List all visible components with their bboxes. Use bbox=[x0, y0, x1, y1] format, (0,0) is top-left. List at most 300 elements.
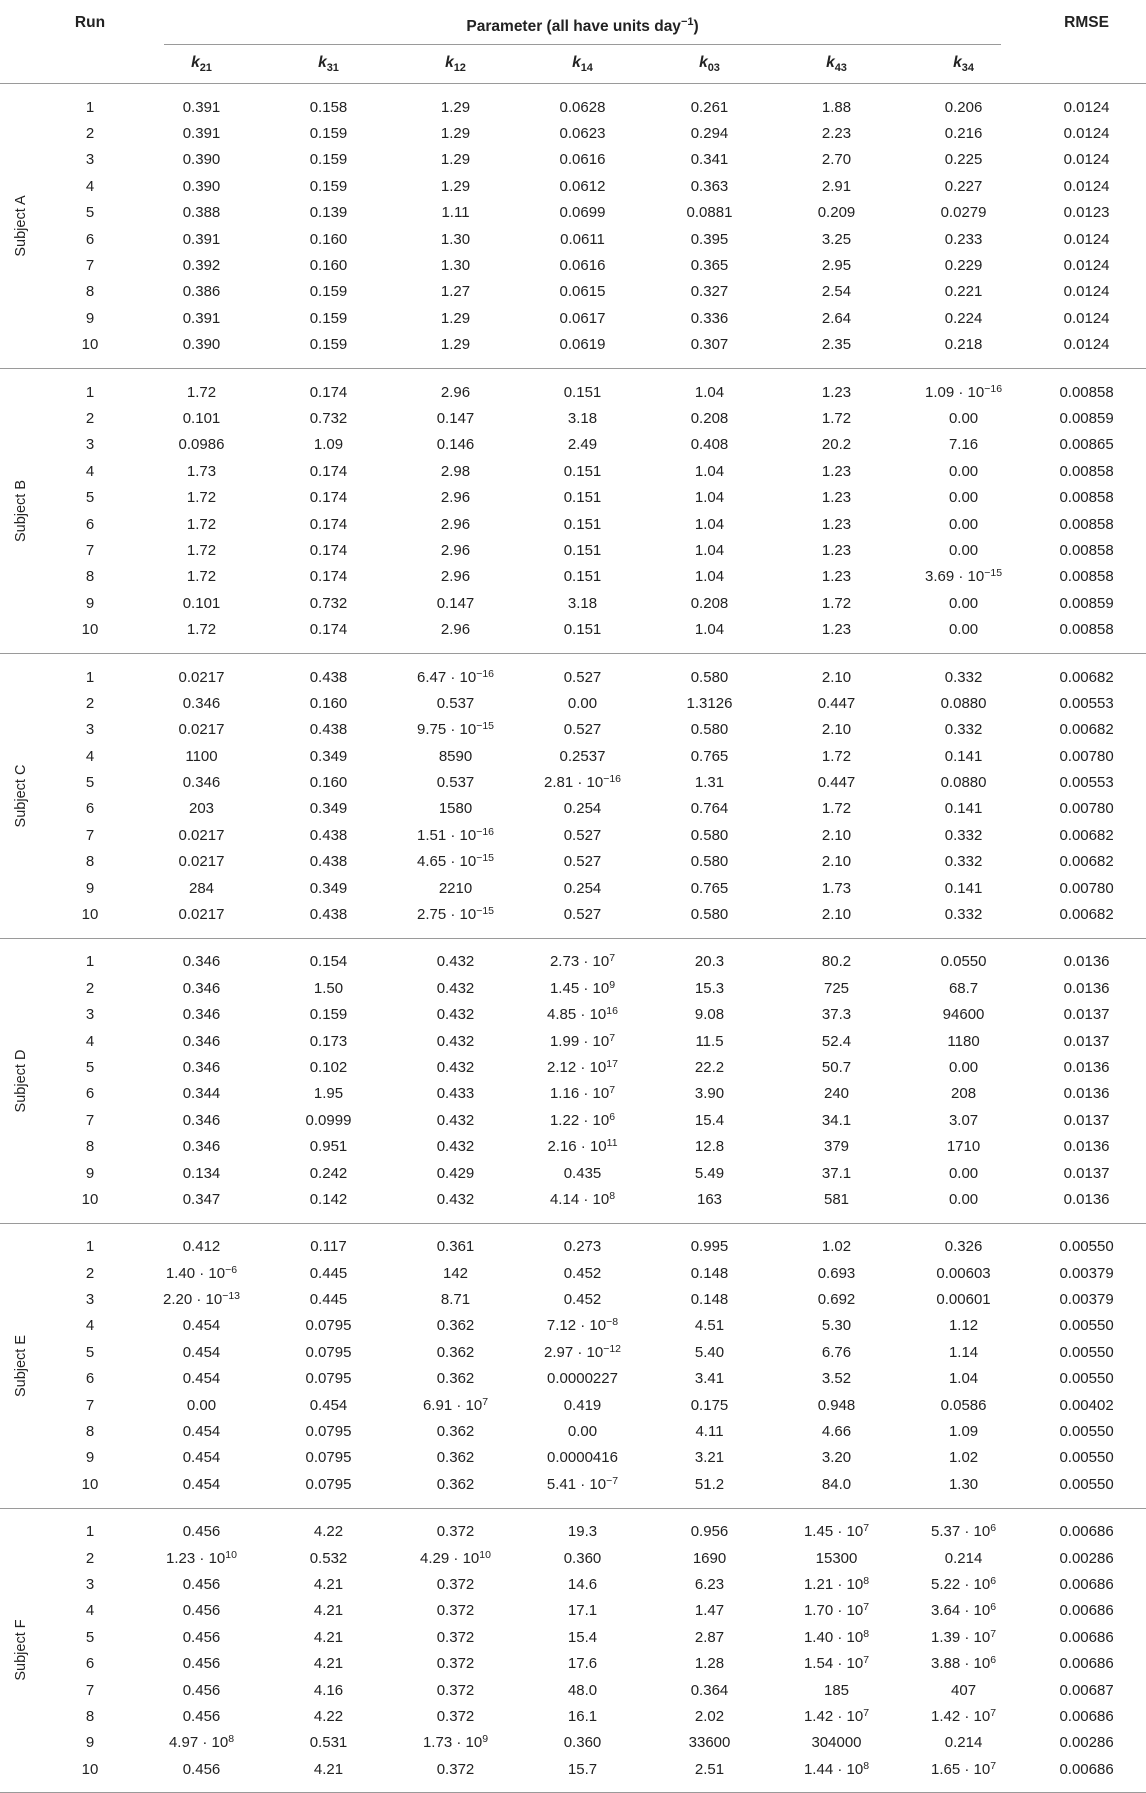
table-row bbox=[0, 769, 1146, 795]
value-cell-k21: 0.454 bbox=[182, 1343, 221, 1361]
value-cell-k21: 284 bbox=[188, 879, 215, 897]
value-cell-k43: 2.10 bbox=[821, 853, 852, 871]
table-row bbox=[0, 743, 1146, 769]
value-cell-k34: 0.332 bbox=[944, 668, 983, 686]
rmse-cell: 0.0124 bbox=[1063, 230, 1110, 248]
value-cell-k12: 142 bbox=[442, 1264, 469, 1282]
value-cell-k43: 3.52 bbox=[821, 1370, 852, 1388]
value-cell-k14: 0.0000416 bbox=[547, 1449, 618, 1467]
value-cell-k31: 0.154 bbox=[309, 953, 348, 971]
subject-block bbox=[0, 1508, 1146, 1793]
value-cell-k34: 0.332 bbox=[944, 721, 983, 739]
value-cell-k03: 6.23 bbox=[694, 1576, 725, 1593]
value-cell-k34: 0.00 bbox=[948, 594, 979, 612]
value-cell-k21: 0.346 bbox=[182, 1138, 221, 1156]
value-cell-k31: 0.102 bbox=[309, 1058, 348, 1076]
run-cell: 5 bbox=[85, 1628, 95, 1646]
value-cell-k03: 5.49 bbox=[694, 1164, 725, 1182]
value-cell-k21: 0.346 bbox=[182, 1111, 221, 1129]
rmse-cell: 0.0137 bbox=[1063, 1006, 1110, 1024]
rmse-cell: 0.00865 bbox=[1059, 436, 1114, 454]
value-cell-k21: 0.347 bbox=[182, 1190, 221, 1208]
value-cell-k03: 0.765 bbox=[690, 747, 729, 765]
table-row bbox=[0, 938, 1146, 975]
run-cell: 3 bbox=[85, 1291, 95, 1309]
value-cell-k31: 0.438 bbox=[309, 853, 348, 871]
value-cell-k31: 0.0795 bbox=[305, 1423, 352, 1441]
table-row bbox=[0, 1160, 1146, 1186]
rmse-cell: 0.0124 bbox=[1063, 309, 1110, 327]
table-row bbox=[0, 368, 1146, 405]
value-cell-k21: 0.101 bbox=[182, 594, 221, 612]
rmse-cell: 0.00550 bbox=[1059, 1370, 1114, 1388]
value-cell-k34: 208 bbox=[951, 1085, 977, 1103]
value-cell-k12: 0.362 bbox=[436, 1343, 475, 1361]
value-cell-k21: 1.72 bbox=[186, 568, 217, 586]
table-row bbox=[0, 1445, 1146, 1471]
value-cell-k03: 15.3 bbox=[694, 979, 725, 997]
run-cell: 9 bbox=[85, 879, 95, 897]
subject-label-cell bbox=[0, 1508, 42, 1793]
rmse-cell: 0.00686 bbox=[1059, 1602, 1114, 1620]
value-cell-k31: 0.445 bbox=[309, 1264, 348, 1282]
table-row bbox=[0, 1571, 1146, 1597]
rmse-cell: 0.00858 bbox=[1059, 541, 1114, 559]
run-cell: 3 bbox=[85, 1006, 95, 1024]
value-cell-k43: 2.64 bbox=[821, 309, 852, 327]
value-cell-k31: 0.951 bbox=[309, 1138, 348, 1156]
value-cell-k43: 15300 bbox=[815, 1549, 858, 1567]
value-cell-k31: 0.438 bbox=[309, 906, 348, 924]
value-cell-k34: 0.00 bbox=[948, 409, 979, 427]
rmse-cell: 0.00286 bbox=[1059, 1549, 1114, 1567]
value-cell-k34: 1.14 bbox=[948, 1343, 979, 1361]
value-cell-k14: $2.97 \cdot 10^{-12}$ bbox=[543, 1342, 622, 1361]
value-cell-k34: 0.0586 bbox=[940, 1396, 987, 1414]
value-cell-k31: 1.95 bbox=[313, 1085, 344, 1103]
value-cell-k12: 0.432 bbox=[436, 1006, 475, 1024]
value-cell-k12: $4.29 \cdot 10^{10}$ bbox=[420, 1548, 491, 1567]
value-cell-k43: 581 bbox=[823, 1190, 850, 1208]
run-cell: 2 bbox=[85, 979, 95, 997]
header-parameter-group bbox=[138, 0, 1027, 45]
rmse-cell: 0.00550 bbox=[1059, 1449, 1114, 1467]
rmse-cell: 0.0124 bbox=[1063, 98, 1110, 116]
value-cell-k21: 0.101 bbox=[182, 409, 221, 427]
value-cell-k12: $2.75 \cdot 10^{-15}$ bbox=[416, 905, 495, 924]
value-cell-k34: 0.00 bbox=[948, 1058, 979, 1076]
rmse-cell: 0.00686 bbox=[1059, 1707, 1114, 1725]
value-cell-k43: 1.23 bbox=[821, 462, 852, 480]
value-cell-k03: 15.4 bbox=[694, 1111, 725, 1129]
value-cell-k21: 1.72 bbox=[186, 489, 217, 507]
value-cell-k31: 0.159 bbox=[309, 336, 348, 354]
value-cell-k03: 0.956 bbox=[690, 1523, 729, 1541]
rmse-cell: 0.0123 bbox=[1063, 204, 1110, 222]
value-cell-k43: 2.10 bbox=[821, 826, 852, 844]
value-cell-k12: 0.372 bbox=[436, 1628, 475, 1646]
value-cell-k34: 1710 bbox=[946, 1138, 981, 1156]
run-cell: 4 bbox=[85, 462, 95, 480]
table-row bbox=[0, 173, 1146, 199]
value-cell-k14: 14.6 bbox=[567, 1576, 598, 1593]
value-cell-k03: 11.5 bbox=[695, 1032, 724, 1050]
run-cell: 9 bbox=[85, 1734, 95, 1752]
run-cell: 1 bbox=[85, 953, 95, 971]
run-cell: 2 bbox=[85, 409, 95, 427]
value-cell-k34: 0.00 bbox=[948, 515, 979, 533]
table-row bbox=[0, 590, 1146, 616]
value-cell-k21: 1.72 bbox=[186, 383, 217, 401]
run-cell: 8 bbox=[85, 853, 95, 871]
value-cell-k03: 12.8 bbox=[694, 1138, 725, 1156]
rmse-cell: 0.0124 bbox=[1063, 177, 1110, 195]
value-cell-k14: 0.452 bbox=[563, 1291, 602, 1309]
value-cell-k03: 0.0881 bbox=[686, 204, 733, 222]
table-row bbox=[0, 1339, 1146, 1365]
run-cell: 10 bbox=[81, 621, 99, 639]
subject-block bbox=[0, 938, 1146, 1223]
rmse-cell: 0.00550 bbox=[1059, 1343, 1114, 1361]
value-cell-k12: 1.11 bbox=[441, 204, 470, 222]
value-cell-k21: 0.454 bbox=[182, 1475, 221, 1493]
table-row bbox=[0, 252, 1146, 278]
value-cell-k12: 1.29 bbox=[440, 177, 471, 195]
run-cell: 4 bbox=[85, 1602, 95, 1620]
value-cell-k21: $2.20 \cdot 10^{-13}$ bbox=[162, 1290, 241, 1309]
value-cell-k21: 1.72 bbox=[186, 515, 217, 533]
rmse-cell: 0.00686 bbox=[1059, 1655, 1114, 1673]
value-cell-k43: 4.66 bbox=[821, 1423, 852, 1441]
value-cell-k34: 0.224 bbox=[944, 309, 983, 327]
value-cell-k14: 0.254 bbox=[563, 800, 602, 818]
value-cell-k34: 7.16 bbox=[948, 436, 979, 454]
value-cell-k03: 1.31 bbox=[694, 774, 725, 792]
run-cell: 1 bbox=[85, 98, 95, 116]
rmse-cell: 0.00780 bbox=[1059, 800, 1114, 818]
table-row bbox=[0, 405, 1146, 431]
run-cell: 3 bbox=[85, 721, 95, 739]
value-cell-k03: 163 bbox=[696, 1190, 723, 1208]
value-cell-k34: 0.233 bbox=[944, 230, 983, 248]
table-header bbox=[0, 0, 1146, 84]
value-cell-k14: 0.151 bbox=[563, 383, 602, 401]
value-cell-k34: 0.326 bbox=[944, 1238, 983, 1256]
rmse-cell: 0.0136 bbox=[1063, 1190, 1110, 1208]
value-cell-k14: 3.18 bbox=[567, 594, 598, 612]
value-cell-k12: 0.147 bbox=[436, 409, 475, 427]
value-cell-k03: 1.04 bbox=[694, 568, 725, 586]
value-cell-k03: 0.580 bbox=[690, 853, 729, 871]
value-cell-k43: 0.447 bbox=[817, 774, 856, 792]
value-cell-k43: 1.73 bbox=[821, 879, 852, 897]
value-cell-k12: $1.73 \cdot 10^9$ bbox=[422, 1733, 489, 1752]
value-cell-k34: 0.00601 bbox=[936, 1291, 991, 1309]
value-cell-k31: 0.0999 bbox=[305, 1111, 352, 1129]
value-cell-k14: $2.12 \cdot 10^{17}$ bbox=[547, 1057, 618, 1076]
table-row bbox=[0, 537, 1146, 563]
value-cell-k43: 1.23 bbox=[821, 383, 852, 401]
value-cell-k43: 0.209 bbox=[817, 204, 856, 222]
value-cell-k12: 0.372 bbox=[436, 1523, 475, 1541]
value-cell-k21: 0.391 bbox=[182, 309, 221, 327]
subject-label-cell bbox=[0, 653, 42, 938]
value-cell-k12: 0.432 bbox=[436, 953, 475, 971]
value-cell-k21: 0.346 bbox=[182, 1058, 221, 1076]
value-cell-k21: 0.134 bbox=[182, 1164, 221, 1182]
value-cell-k14: $5.41 \cdot 10^{-7}$ bbox=[546, 1474, 619, 1493]
table-row bbox=[0, 1730, 1146, 1756]
value-cell-k31: 0.532 bbox=[309, 1549, 348, 1567]
value-cell-k43: 2.10 bbox=[821, 668, 852, 686]
table-row bbox=[0, 1186, 1146, 1223]
value-cell-k12: 2.96 bbox=[440, 383, 471, 401]
value-cell-k43: $1.54 \cdot 10^7$ bbox=[803, 1654, 870, 1673]
run-cell: 7 bbox=[85, 541, 95, 559]
run-cell: 1 bbox=[85, 1238, 95, 1256]
value-cell-k43: 37.1 bbox=[821, 1164, 852, 1182]
value-cell-k14: 0.00 bbox=[567, 1423, 598, 1441]
run-cell: 5 bbox=[85, 489, 95, 507]
value-cell-k14: 15.7 bbox=[567, 1760, 598, 1778]
value-cell-k03: 1.04 bbox=[694, 515, 725, 533]
value-cell-k12: 0.372 bbox=[436, 1576, 475, 1593]
value-cell-k31: 0.0795 bbox=[305, 1317, 352, 1335]
run-cell: 9 bbox=[85, 1449, 95, 1467]
value-cell-k21: 0.391 bbox=[182, 230, 221, 248]
value-cell-k12: 0.432 bbox=[436, 1111, 475, 1129]
rmse-cell: 0.00553 bbox=[1059, 774, 1114, 792]
header-param-k31: $k_{31}$ bbox=[265, 45, 392, 84]
value-cell-k14: 0.254 bbox=[563, 879, 602, 897]
value-cell-k21: 0.0217 bbox=[178, 721, 225, 739]
rmse-cell: 0.00858 bbox=[1059, 489, 1114, 507]
value-cell-k21: 0.0986 bbox=[178, 436, 225, 454]
value-cell-k31: 0.159 bbox=[309, 125, 348, 143]
value-cell-k21: 0.388 bbox=[182, 204, 221, 222]
value-cell-k43: $1.44 \cdot 10^8$ bbox=[803, 1759, 870, 1778]
value-cell-k34: 1.12 bbox=[948, 1317, 979, 1335]
rmse-cell: 0.00686 bbox=[1059, 1628, 1114, 1646]
value-cell-k14: 48.0 bbox=[567, 1681, 598, 1699]
table-row bbox=[0, 1260, 1146, 1286]
run-cell: 7 bbox=[85, 1396, 95, 1414]
rmse-cell: 0.00550 bbox=[1059, 1238, 1114, 1256]
subject-label: Subject F bbox=[13, 1619, 29, 1682]
value-cell-k31: 0.174 bbox=[309, 541, 348, 559]
rmse-cell: 0.00859 bbox=[1059, 594, 1114, 612]
value-cell-k34: 0.227 bbox=[944, 177, 983, 195]
value-cell-k34: 0.0880 bbox=[940, 774, 987, 792]
rmse-cell: 0.0124 bbox=[1063, 125, 1110, 143]
value-cell-k34: $5.37 \cdot 10^6$ bbox=[931, 1522, 997, 1541]
value-cell-k34: 1.04 bbox=[948, 1370, 979, 1388]
value-cell-k12: $6.91 \cdot 10^7$ bbox=[422, 1395, 489, 1414]
subject-label: Subject B bbox=[13, 479, 29, 542]
value-cell-k34: 0.141 bbox=[944, 747, 983, 765]
value-cell-k21: 0.00 bbox=[186, 1396, 217, 1414]
value-cell-k31: 0.160 bbox=[309, 257, 348, 275]
rmse-cell: 0.0137 bbox=[1063, 1032, 1110, 1050]
rmse-cell: 0.00682 bbox=[1059, 853, 1114, 871]
value-cell-k31: 0.159 bbox=[309, 283, 348, 301]
run-cell: 5 bbox=[85, 1343, 95, 1361]
value-cell-k43: 20.2 bbox=[821, 436, 852, 454]
table-row bbox=[0, 1545, 1146, 1571]
value-cell-k21: 0.456 bbox=[182, 1628, 221, 1646]
value-cell-k12: 1580 bbox=[438, 800, 473, 818]
value-cell-k43: $1.21 \cdot 10^8$ bbox=[803, 1575, 870, 1593]
value-cell-k03: 1.28 bbox=[694, 1655, 725, 1673]
value-cell-k12: 0.362 bbox=[436, 1423, 475, 1441]
value-cell-k14: 0.0619 bbox=[559, 336, 606, 354]
value-cell-k31: 0.438 bbox=[309, 721, 348, 739]
value-cell-k34: 0.00 bbox=[948, 541, 979, 559]
value-cell-k14: 0.151 bbox=[563, 515, 602, 533]
table-row bbox=[0, 901, 1146, 938]
value-cell-k43: 304000 bbox=[811, 1734, 862, 1752]
value-cell-k03: 0.365 bbox=[690, 257, 729, 275]
table-row bbox=[0, 1392, 1146, 1418]
table-row bbox=[0, 1081, 1146, 1107]
rmse-cell: 0.0136 bbox=[1063, 1058, 1110, 1076]
value-cell-k34: 0.00 bbox=[948, 1164, 979, 1182]
run-cell: 4 bbox=[85, 177, 95, 195]
run-cell: 2 bbox=[85, 125, 95, 143]
value-cell-k31: 0.159 bbox=[309, 177, 348, 195]
value-cell-k43: 80.2 bbox=[821, 953, 852, 971]
run-cell: 6 bbox=[85, 1370, 95, 1388]
value-cell-k03: 0.307 bbox=[690, 336, 729, 354]
value-cell-k03: 33600 bbox=[688, 1734, 731, 1752]
value-cell-k43: 2.95 bbox=[821, 257, 852, 275]
run-cell: 5 bbox=[85, 774, 95, 792]
value-cell-k31: 0.142 bbox=[309, 1190, 348, 1208]
value-cell-k21: 0.0217 bbox=[178, 826, 225, 844]
header-blank bbox=[0, 0, 42, 84]
header-param-k12: $k_{12}$ bbox=[392, 45, 519, 84]
value-cell-k03: 0.261 bbox=[690, 98, 729, 116]
value-cell-k03: 0.208 bbox=[690, 409, 729, 427]
run-cell: 10 bbox=[81, 336, 99, 354]
value-cell-k14: 0.2537 bbox=[559, 747, 606, 765]
value-cell-k31: 4.21 bbox=[313, 1576, 344, 1593]
value-cell-k43: 3.20 bbox=[821, 1449, 852, 1467]
value-cell-k43: 1.72 bbox=[821, 594, 852, 612]
value-cell-k34: 0.218 bbox=[944, 336, 983, 354]
run-cell: 9 bbox=[85, 594, 95, 612]
value-cell-k31: 0.349 bbox=[309, 800, 348, 818]
value-cell-k34: $3.88 \cdot 10^6$ bbox=[931, 1654, 997, 1673]
value-cell-k03: 0.148 bbox=[690, 1291, 729, 1309]
value-cell-k34: 0.00603 bbox=[936, 1264, 991, 1282]
subject-block bbox=[0, 84, 1146, 369]
subject-label-cell bbox=[0, 368, 42, 653]
table-row bbox=[0, 484, 1146, 510]
value-cell-k34: 0.0880 bbox=[940, 694, 987, 712]
value-cell-k31: 4.21 bbox=[313, 1602, 344, 1620]
table-row bbox=[0, 1054, 1146, 1080]
table-row bbox=[0, 1650, 1146, 1676]
value-cell-k31: 0.174 bbox=[309, 568, 348, 586]
value-cell-k14: 0.360 bbox=[563, 1549, 602, 1567]
value-cell-k34: 0.225 bbox=[944, 151, 983, 169]
value-cell-k43: 1.23 bbox=[821, 568, 852, 586]
value-cell-k43: 0.692 bbox=[817, 1291, 856, 1309]
table-row bbox=[0, 1471, 1146, 1508]
run-cell: 10 bbox=[81, 906, 99, 924]
value-cell-k21: 0.454 bbox=[182, 1449, 221, 1467]
run-cell: 7 bbox=[85, 1111, 95, 1129]
subject-label-cell bbox=[0, 1223, 42, 1508]
subject-label: Subject C bbox=[13, 764, 29, 828]
subject-label-cell bbox=[0, 938, 42, 1223]
value-cell-k21: 0.390 bbox=[182, 336, 221, 354]
value-cell-k43: $1.70 \cdot 10^7$ bbox=[803, 1601, 870, 1620]
run-cell: 8 bbox=[85, 1707, 95, 1725]
value-cell-k21: 1.72 bbox=[186, 541, 217, 559]
rmse-cell: 0.00686 bbox=[1059, 1760, 1114, 1778]
value-cell-k14: 2.49 bbox=[567, 436, 598, 454]
value-cell-k12: 1.27 bbox=[440, 283, 471, 301]
rmse-cell: 0.00780 bbox=[1059, 747, 1114, 765]
value-cell-k12: 0.429 bbox=[436, 1164, 475, 1182]
value-cell-k31: 0.174 bbox=[309, 515, 348, 533]
value-cell-k12: 1.29 bbox=[440, 125, 471, 143]
value-cell-k12: 0.432 bbox=[436, 979, 475, 997]
value-cell-k31: 4.22 bbox=[313, 1523, 344, 1541]
value-cell-k12: 1.30 bbox=[440, 257, 471, 275]
value-cell-k31: 0.159 bbox=[309, 1006, 348, 1024]
value-cell-k12: 0.372 bbox=[436, 1655, 475, 1673]
value-cell-k12: 2210 bbox=[438, 879, 473, 897]
value-cell-k43: $1.40 \cdot 10^8$ bbox=[803, 1627, 870, 1646]
value-cell-k14: 0.527 bbox=[563, 721, 602, 739]
value-cell-k12: 0.372 bbox=[436, 1707, 475, 1725]
value-cell-k12: $4.65 \cdot 10^{-15}$ bbox=[416, 852, 495, 871]
value-cell-k31: 0.454 bbox=[309, 1396, 348, 1414]
value-cell-k14: 0.00 bbox=[567, 694, 598, 712]
value-cell-k21: $4.97 \cdot 10^8$ bbox=[168, 1733, 235, 1752]
table-row bbox=[0, 717, 1146, 743]
value-cell-k21: 0.346 bbox=[182, 694, 221, 712]
value-cell-k34: 407 bbox=[951, 1681, 977, 1699]
value-cell-k12: 2.96 bbox=[440, 621, 471, 639]
value-cell-k14: 0.527 bbox=[563, 668, 602, 686]
value-cell-k43: 240 bbox=[823, 1085, 850, 1103]
rmse-cell: 0.00682 bbox=[1059, 826, 1114, 844]
value-cell-k31: 4.22 bbox=[313, 1707, 344, 1725]
subject-label: Subject A bbox=[13, 195, 29, 257]
value-cell-k12: 0.362 bbox=[436, 1449, 475, 1467]
value-cell-k03: 1.04 bbox=[694, 621, 725, 639]
value-cell-k34: 1180 bbox=[947, 1032, 980, 1050]
value-cell-k12: 8.71 bbox=[440, 1291, 471, 1309]
value-cell-k14: 0.151 bbox=[563, 489, 602, 507]
rmse-cell: 0.0124 bbox=[1063, 257, 1110, 275]
value-cell-k14: 15.4 bbox=[567, 1628, 598, 1646]
value-cell-k31: 0.139 bbox=[309, 204, 348, 222]
value-cell-k43: 52.4 bbox=[821, 1032, 852, 1050]
value-cell-k14: 0.360 bbox=[563, 1734, 602, 1752]
value-cell-k12: 8590 bbox=[438, 747, 473, 765]
run-cell: 1 bbox=[85, 1523, 95, 1541]
value-cell-k43: 1.72 bbox=[821, 747, 852, 765]
rmse-cell: 0.0136 bbox=[1063, 1085, 1110, 1103]
value-cell-k43: 725 bbox=[823, 979, 850, 997]
table-row bbox=[0, 849, 1146, 875]
value-cell-k43: 185 bbox=[823, 1681, 850, 1699]
